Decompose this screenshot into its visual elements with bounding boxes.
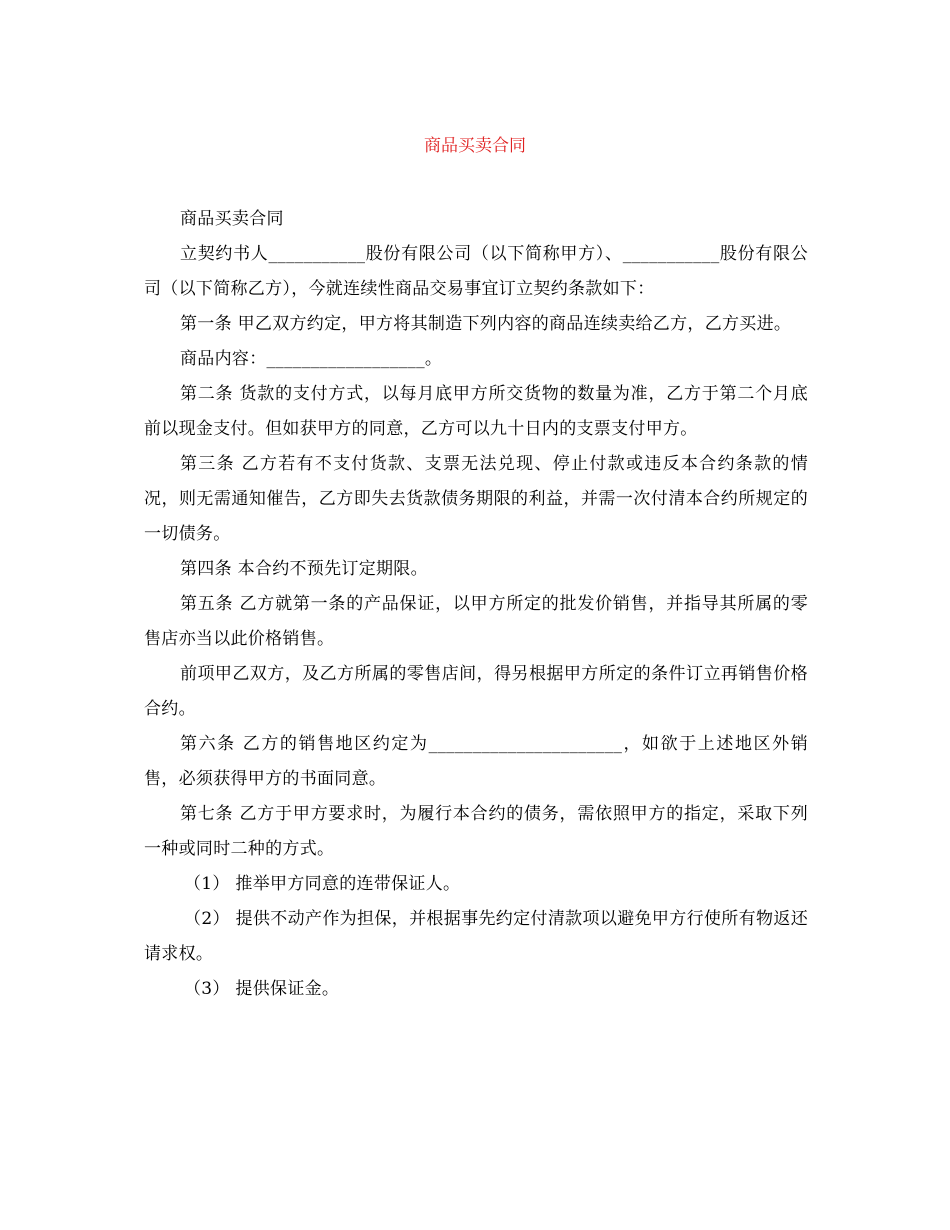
paragraph-article-4: 第四条 本合约不预先订定期限。 [180, 559, 428, 579]
paragraph-article-7: 第七条 乙方于甲方要求时，为履行本合约的债务，需依照甲方的指定，采取下列一种或同时二种的方式。 [144, 804, 808, 859]
paragraph-heading: 商品买卖合同 [180, 209, 284, 229]
paragraph-article-1: 第一条 甲乙双方约定，甲方将其制造下列内容的商品连续卖给乙方，乙方买进。 [180, 314, 792, 334]
paragraph-article-5-supplement: 前项甲乙双方，及乙方所属的零售店间，得另根据甲方所定的条件订立再销售价格合约。 [144, 664, 808, 719]
document-body [144, 202, 808, 1007]
list-item-3: （3） 提供保证金。 [184, 979, 340, 999]
paragraph-article-2: 第二条 货款的支付方式，以每月底甲方所交货物的数量为准，乙方于第二个月底前以现金支付。但如获甲方的同意，乙方可以九十日内的支票支付甲方。 [144, 384, 808, 439]
paragraph-goods-content: 商品内容：__________________。 [180, 349, 443, 369]
list-item-2: （2） 提供不动产作为担保，并根据事先约定付清款项以避免甲方行使所有物返还请求权。 [144, 909, 808, 964]
paragraph-article-5: 第五条 乙方就第一条的产品保证，以甲方所定的批发价销售，并指导其所属的零售店亦当以此价格销售。 [144, 594, 808, 649]
paragraph-article-3: 第三条 乙方若有不支付货款、支票无法兑现、停止付款或违反本合约条款的情况，则无需通知催告，乙方即失去货款债务期限的利益，并需一次付清本合约所规定的一切债务。 [144, 454, 808, 544]
list-item-1: （1） 推举甲方同意的连带保证人。 [184, 874, 461, 894]
paragraph-article-6: 第六条 乙方的销售地区约定为______________________，如欲于上述地区外销售，必须获得甲方的书面同意。 [144, 734, 808, 789]
document-title: 商品买卖合同 [424, 136, 526, 156]
paragraph-parties: 立契约书人___________股份有限公司（以下简称甲方）、___________股份有限公司（以下简称乙方），今就连续性商品交易事宜订立契约条款如下： [144, 244, 808, 299]
